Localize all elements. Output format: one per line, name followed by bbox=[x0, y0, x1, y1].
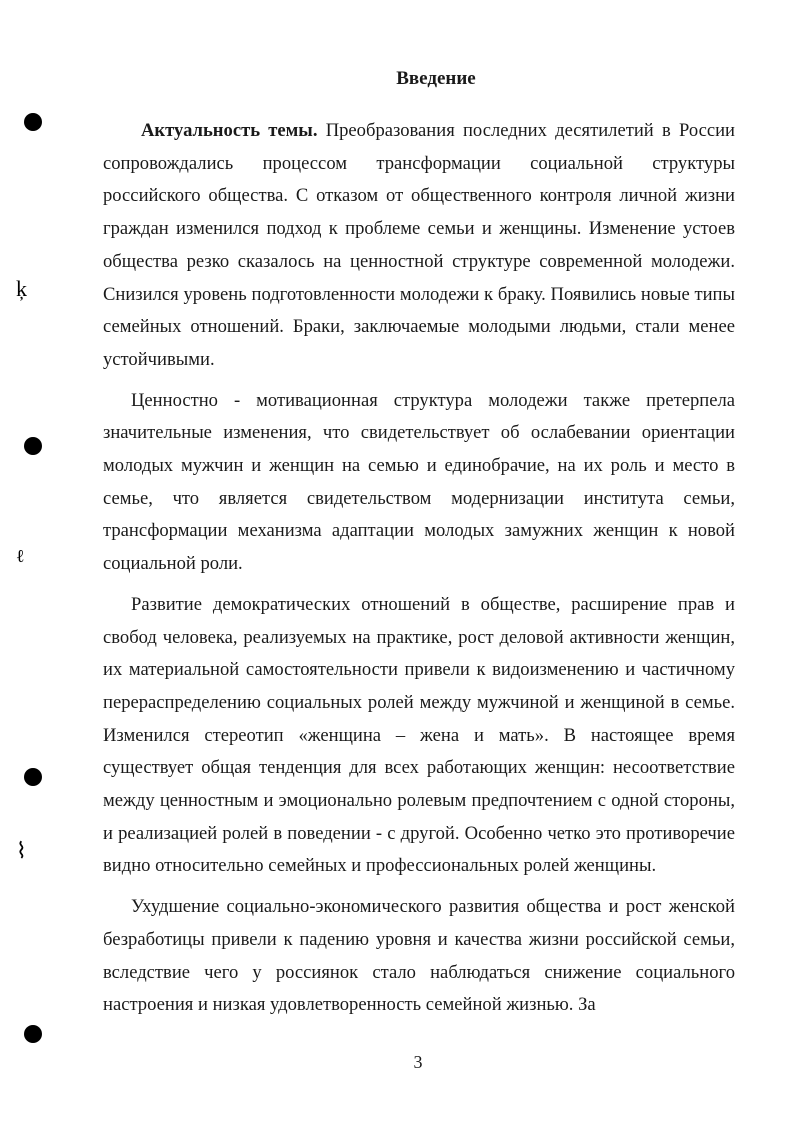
binding-hole-mark bbox=[24, 768, 42, 786]
paragraph-text: Преобразования последних десятилетий в России сопровождались процессом трансформации социальной структуры российского общества. С отказом от общественного контроля личной жизни граждан изменился подход к проблеме семьи и женщины. Изменение устоев общества резко сказалось на ценностной структуре современной молодежи. Снизился уровень подготовленности молодежи к браку. Появились новые типы семейных отношений. Браки, заключаемые молодыми людьми, стали менее устойчивыми. bbox=[103, 120, 735, 370]
binding-hole-mark bbox=[24, 113, 42, 131]
scan-artifact-mark: ķ bbox=[16, 276, 27, 301]
paragraph-lead: Актуальность темы. bbox=[141, 120, 318, 141]
binding-hole-mark bbox=[24, 437, 42, 455]
paragraph bbox=[103, 115, 735, 377]
page-title: Введение bbox=[396, 68, 476, 89]
paragraph: Ухудшение социально-экономического развития общества и рост женской безработицы привели к падению уровня и качества жизни российской семьи, вследствие чего у россиянок стало наблюдаться снижение социального настроения и низкая удовлетворенность семейной жизнью. За bbox=[103, 896, 735, 1016]
scan-artifact-mark: ℓ bbox=[16, 546, 25, 566]
paragraph: Развитие демократических отношений в обществе, расширение прав и свобод человека, реализуемых на практике, рост деловой активности женщин, их материальной самостоятельности привели к видоизменению и частичному перераспределению социальных ролей между мужчиной и женщиной в семье. Изменился стереотип «женщина – жена и мать». В настоящее время существует общая тенденция для всех работающих женщин: несоответствие между ценностным и эмоционально ролевым предпочтением с одной стороны, и реализацией ролей в поведении - с другой. Особенно четко это противоречие видно относительно семейных и профессиональных ролей женщины. bbox=[103, 593, 735, 877]
body-text bbox=[103, 115, 735, 1030]
paragraph: Ценностно - мотивационная структура молодежи также претерпела значительные изменения, что свидетельствует об ослабевании ориентации молодых мужчин и женщин на семью и единобрачие, на их роль и место в семье, что является свидетельством модернизации института семьи, трансформации механизма адаптации молодых замужних женщин к новой социальной роли. bbox=[103, 389, 735, 575]
page-number: 3 bbox=[413, 1052, 423, 1072]
binding-hole-mark bbox=[24, 1025, 42, 1043]
scan-artifact-mark: ⌇ bbox=[16, 838, 27, 863]
